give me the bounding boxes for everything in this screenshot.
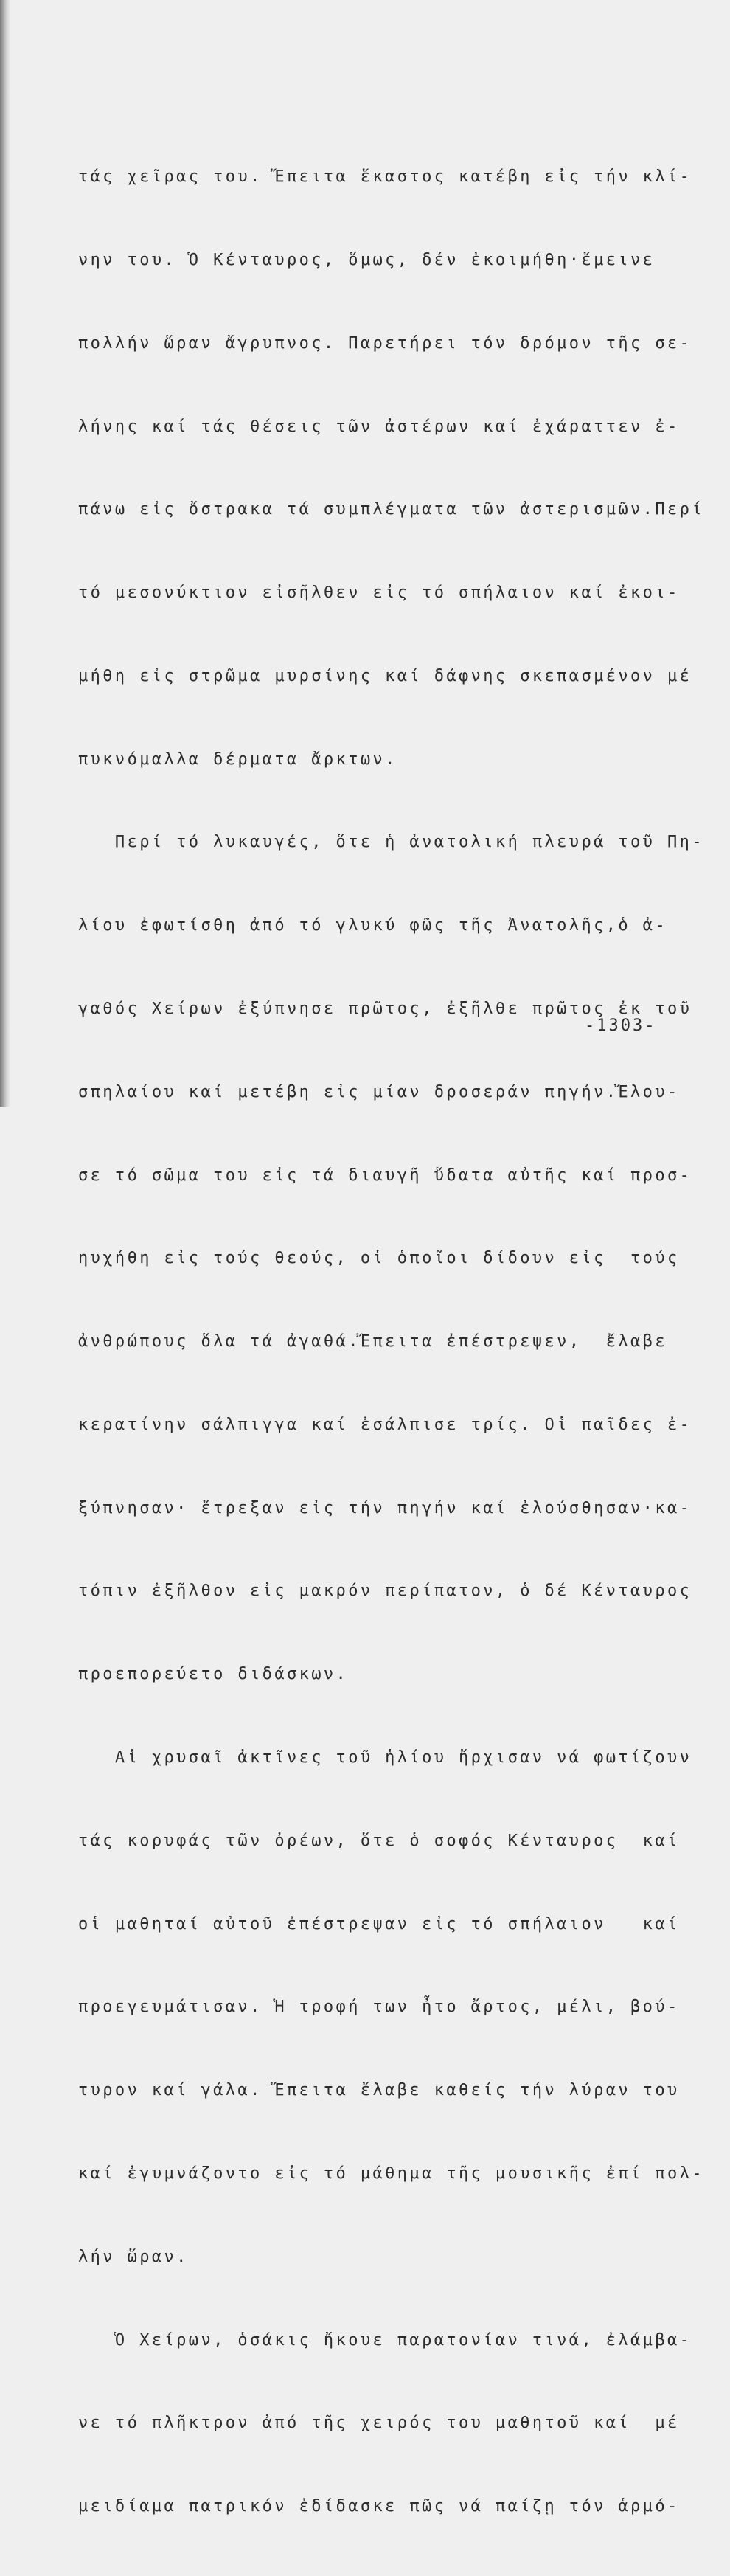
text-line: λήν ὥραν.	[78, 2247, 189, 2266]
page-number: -1303-	[585, 1017, 657, 1035]
text-line: πυκνόμαλλα δέρματα ἄρκτων.	[78, 749, 397, 769]
text-line: τόπιν ἐξῆλθον εἰς μακρόν περίπατον, ὁ δέ Κένταυρος	[78, 1582, 692, 1601]
text-line: μειδίαμα πατρικόν ἐδίδασκε πῶς νά παίζῃ τόν ἁρμό-	[78, 2497, 680, 2516]
text-line: ξύπνησαν· ἔτρεξαν εἰς τήν πηγήν καί ἐλούσθησαν·κα-	[78, 1498, 692, 1517]
text-line: τυρον καί γάλα. Ἔπειτα ἔλαβε καθείς τήν λύραν του	[78, 2081, 680, 2100]
text-line: Αἱ χρυσαῖ ἀκτῖνες τοῦ ἡλίου ἤρχισαν νά φωτίζουν	[78, 1748, 692, 1767]
text-line: λίου ἐφωτίσθη ἀπό τό γλυκύ φῶς τῆς Ἀνατολῆς,ὁ ἀ-	[78, 916, 667, 935]
text-line: λήνης καί τάς θέσεις τῶν ἀστέρων καί ἐχάραττεν ἐ-	[78, 417, 680, 436]
text-line: μήθη εἰς στρῶμα μυρσίνης καί δάφνης σκεπασμένον μέ	[78, 666, 692, 685]
text-line: προεπορεύετο διδάσκων.	[78, 1665, 349, 1684]
text-line: πάνω εἰς ὄστρακα τά συμπλέγματα τῶν ἀστερισμῶν.Περί	[78, 500, 704, 519]
text-line: τάς κορυφάς τῶν ὀρέων, ὅτε ὁ σοφός Κένταυρος καί	[78, 1831, 680, 1850]
text-line: καί ἐγυμνάζοντο εἰς τό μάθημα τῆς μουσικῆς ἐπί πολ-	[78, 2164, 704, 2183]
text-line: οἱ μαθηταί αὐτοῦ ἐπέστρεψαν εἰς τό σπήλαιον καί	[78, 1914, 680, 1933]
text-line: πολλήν ὥραν ἄγρυπνος. Παρετήρει τόν δρόμον τῆς σε-	[78, 333, 692, 353]
text-line: προεγευμάτισαν. Ἡ τροφή των ἦτο ἄρτος, μέλι, βού-	[78, 1998, 680, 2017]
text-line: ηυχήθη εἰς τούς θεούς, οἱ ὁποῖοι δίδουν εἰς τούς	[78, 1249, 680, 1268]
text-line: σπηλαίου καί μετέβη εἰς μίαν δροσεράν πηγήν.Ἔλου-	[78, 1082, 680, 1101]
text-line: νε τό πλῆκτρον ἀπό τῆς χειρός του μαθητοῦ καί μέ	[78, 2414, 680, 2433]
text-line: γαθός Χείρων ἐξύπνησε πρῶτος, ἐξῆλθε πρῶτος ἐκ τοῦ	[78, 1000, 692, 1018]
text-line: τάς χεῖρας του. Ἔπειτα ἕκαστος κατέβη εἰς τήν κλί-	[78, 167, 692, 187]
text-line: νην του. Ὁ Κένταυρος, ὅμως, δέν ἐκοιμήθη·ἔμεινε	[78, 250, 656, 269]
body-text	[78, 108, 704, 2576]
text-line: ἀνθρώπους ὅλα τά ἀγαθά.Ἔπειτα ἐπέστρεψεν, ἔλαβε	[78, 1332, 667, 1351]
text-line: Ὁ Χείρων, ὁσάκις ἤκουε παρατονίαν τινά, ἐλάμβα-	[78, 2330, 692, 2350]
text-line: κερατίνην σάλπιγγα καί ἐσάλπισε τρίς. Οἱ παῖδες ἐ-	[78, 1415, 692, 1434]
text-line: Περί τό λυκαυγές, ὅτε ἡ ἀνατολική πλευρά τοῦ Πη-	[78, 833, 704, 852]
text-line: τό μεσονύκτιον εἰσῆλθεν εἰς τό σπήλαιον καί ἐκοι-	[78, 584, 680, 603]
text-line: σε τό σῶμα του εἰς τά διαυγῆ ὕδατα αὐτῆς καί προσ-	[78, 1166, 692, 1185]
